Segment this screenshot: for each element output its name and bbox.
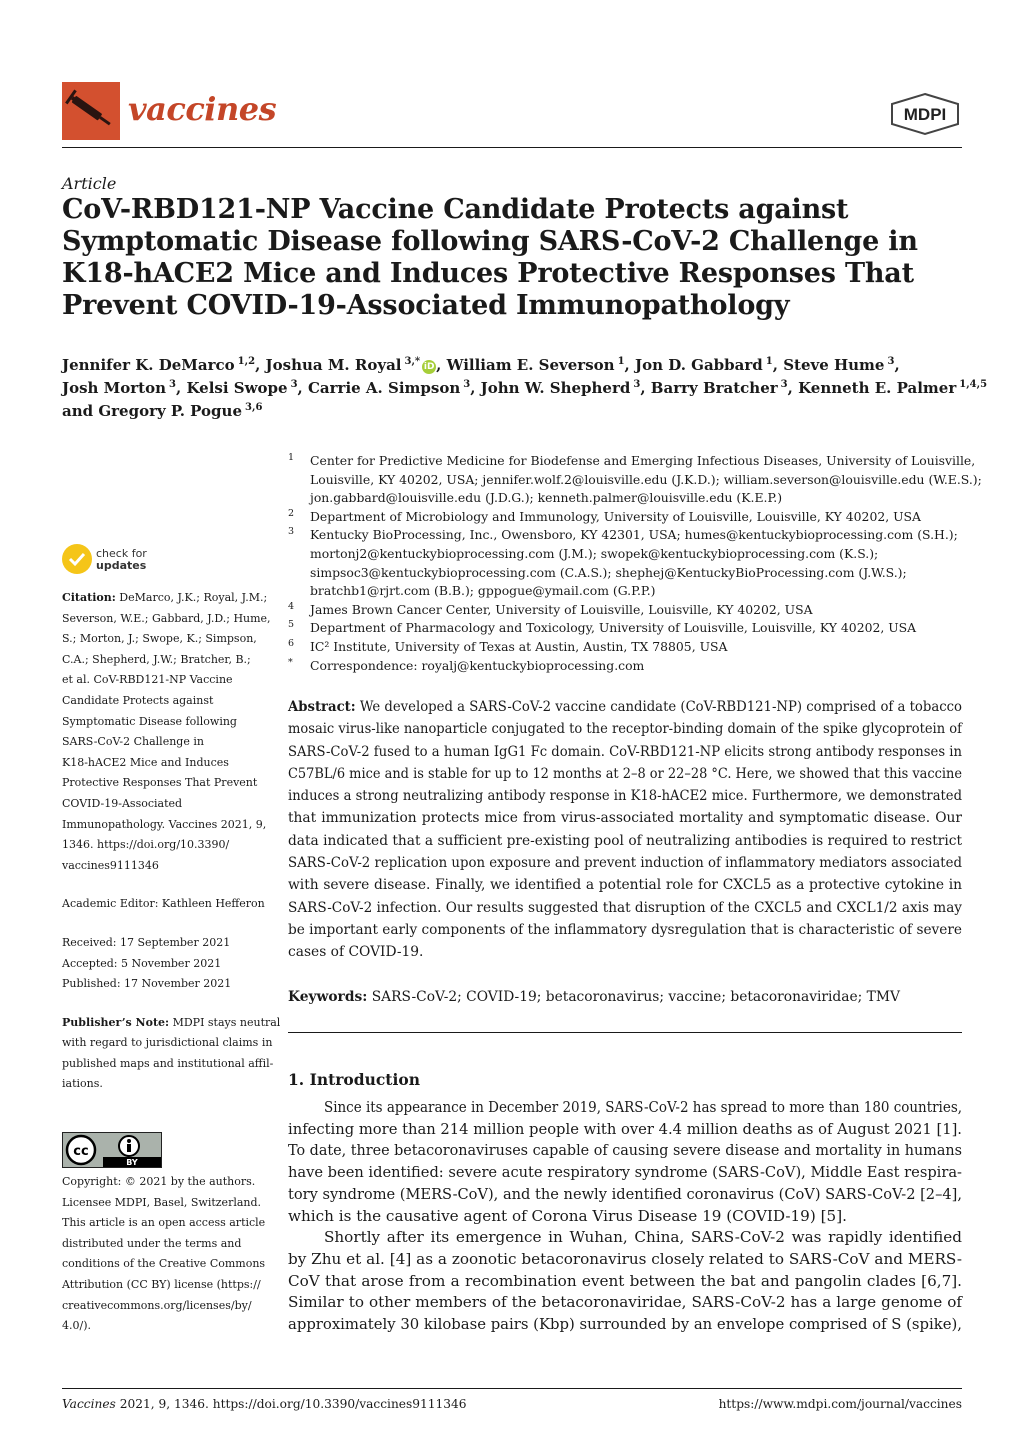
citation-line: COVID-19-Associated — [62, 796, 183, 810]
publication-date: Accepted: 5 November 2021 — [62, 956, 222, 970]
check-for-updates-button[interactable] — [62, 544, 232, 578]
author-affiliation-marker: 1 — [765, 356, 773, 367]
intro-line: Since its appearance in December 2019, SARS-CoV-2 has spread to more than 180 countries, — [324, 1098, 962, 1116]
keywords — [288, 986, 962, 1008]
citation-doi-link[interactable]: 1346. https://doi.org/10.3390/ — [62, 838, 230, 852]
affiliation-item — [288, 508, 964, 527]
copyright-line[interactable]: Attribution (CC BY) license (https:// — [62, 1277, 261, 1291]
publisher-note-line: with regard to jurisdictional claims in — [62, 1036, 273, 1050]
abstract-divider — [288, 1032, 962, 1033]
author-affiliation-marker: 3 — [887, 356, 895, 367]
abstract-line: cases of COVID-19. — [288, 944, 424, 961]
abstract-line: SARS-CoV-2 infection. Our results suggested that disruption of the CXCL5 and CXCL1/2 axis may — [288, 899, 962, 916]
author-name[interactable]: John W. Shepherd — [480, 379, 631, 397]
keywords-text: SARS-CoV-2; COVID-19; betacoronavirus; vaccine; betacoronaviridae; TMV — [367, 989, 900, 1005]
author-name[interactable]: Jon D. Gabbard — [635, 356, 763, 374]
cc-by-icon — [63, 1133, 161, 1167]
author-name[interactable]: Steve Hume — [783, 356, 885, 374]
check-updates-icon — [62, 544, 92, 574]
publisher-note-line: iations. — [62, 1077, 103, 1091]
publication-date: Published: 17 November 2021 — [62, 977, 232, 991]
citation-line: et al. CoV-RBD121-NP Vaccine — [62, 673, 233, 687]
dates-block — [62, 933, 266, 995]
abstract-line: induces a strong neutralizing antibody response in K18-hACE2 mice. Furthermore, we demonstrated — [288, 788, 962, 805]
copyright-line: distributed under the terms and — [62, 1236, 242, 1250]
author-affiliation-marker: 3 — [780, 379, 788, 390]
author-name[interactable]: Barry Bratcher — [650, 379, 778, 397]
author-name[interactable]: Jennifer K. DeMarco — [62, 356, 235, 374]
author-affiliation-marker: 3,* — [404, 356, 421, 367]
publisher-name: MDPI — [903, 105, 947, 124]
footer-journal-url[interactable]: https://www.mdpi.com/journal/vaccines — [718, 1397, 962, 1411]
copyright-line: conditions of the Creative Commons — [62, 1257, 266, 1271]
citation-line: Immunopathology. Vaccines 2021, 9, — [62, 817, 267, 831]
check-updates-line1: check for — [96, 547, 147, 560]
affiliation-item — [288, 619, 964, 638]
abstract-text: We developed a SARS-CoV-2 vaccine candidate (CoV-RBD121-NP) comprised of a tobacco — [355, 699, 963, 715]
abstract-line — [288, 696, 962, 718]
affiliation-number: 3 — [288, 526, 295, 538]
author-name[interactable]: Carrie A. Simpson — [307, 379, 461, 397]
intro-body — [288, 1097, 962, 1336]
academic-editor-text: Academic Editor: Kathleen Hefferon — [62, 897, 265, 911]
author-name[interactable]: and Gregory P. Pogue — [62, 402, 242, 420]
affiliation-number: 2 — [288, 507, 295, 519]
author-name[interactable]: Joshua M. Royal — [265, 356, 402, 374]
article-title — [62, 194, 962, 322]
author-separator: , — [894, 356, 900, 374]
affiliation-line: IC² Institute, University of Texas at Austin, Austin, TX 78805, USA — [310, 638, 728, 654]
footer-journal: Vaccines — [62, 1397, 116, 1411]
affiliation-item — [288, 638, 964, 657]
author-line — [62, 377, 988, 400]
abstract-line: SARS-CoV-2 fused to a human IgG1 Fc domain. CoV-RBD121-NP elicits strong antibody responses in — [288, 743, 962, 760]
affiliation-number: 1 — [288, 452, 295, 463]
affiliation-item — [288, 601, 964, 620]
journal-logo[interactable] — [62, 82, 120, 140]
publisher-note-text: MDPI stays neutral — [169, 1015, 281, 1029]
abstract-line: with severe disease. Finally, we identified a potential role for CXCL5 as a protective cytokine in — [288, 877, 962, 894]
author-affiliation-marker: 3 — [169, 379, 176, 390]
author-separator: , — [640, 379, 651, 397]
affiliation-item — [288, 657, 964, 676]
affiliation-line: Correspondence: royalj@kentuckybioprocessing.com — [310, 657, 645, 673]
abstract-line: C57BL/6 mice and is stable for up to 12 months at 2–8 or 22–28 °C. Here, we showed that this vaccine — [288, 765, 962, 782]
orcid-icon[interactable]: iD — [423, 362, 435, 372]
citation-line: SARS-CoV-2 Challenge in — [62, 735, 204, 749]
publication-date: Received: 17 September 2021 — [62, 935, 231, 949]
citation-text: DeMarco, J.K.; Royal, J.M.; — [115, 591, 268, 604]
affiliation-line: bratchb1@rjrt.com (B.B.); gppogue@ymail.com (G.P.P.) — [310, 583, 656, 599]
author-list — [62, 354, 988, 423]
citation-doi-link[interactable]: vaccines9111346 — [62, 858, 159, 872]
intro-line: approximately 30 kilobase pairs (Kbp) surrounded by an envelope comprised of S (spike), — [288, 1315, 962, 1334]
author-name[interactable]: Josh Morton — [62, 379, 167, 397]
citation-line: Protective Responses That Prevent — [62, 776, 258, 790]
keywords-label: Keywords: — [288, 989, 368, 1005]
affiliation-number: 4 — [288, 600, 295, 612]
author-separator: , — [297, 379, 308, 397]
affiliation-line: simpsoc3@kentuckybioprocessing.com (C.A.S.); shephej@KentuckyBioProcessing.com (J.W.S.); — [310, 564, 907, 580]
author-separator: , — [255, 356, 266, 374]
journal-name[interactable]: vaccines — [128, 90, 277, 128]
copyright-line: This article is an open access article — [62, 1216, 266, 1230]
title-line: CoV-RBD121-NP Vaccine Candidate Protects against — [62, 194, 849, 225]
abstract-label: Abstract: — [288, 699, 356, 715]
syringe-icon — [62, 82, 120, 140]
author-separator: , — [436, 356, 447, 374]
affiliation-line: mortonj2@kentuckybioprocessing.com (J.M.); swopek@kentuckybioprocessing.com (K.S.); — [310, 545, 879, 561]
abstract — [288, 696, 962, 964]
svg-text:cc: cc — [73, 1144, 89, 1159]
affiliation-number: * — [288, 656, 293, 668]
affiliation-line: Department of Pharmacology and Toxicology, University of Louisville, Louisville, KY 40202, USA — [310, 620, 917, 636]
affiliation-line: Center for Predictive Medicine for Biodefense and Emerging Infectious Diseases, University of Louisville, — [310, 453, 976, 468]
author-line — [62, 354, 962, 377]
author-affiliation-marker: 1,2 — [237, 356, 256, 367]
abstract-line: mosaic virus-like nanoparticle conjugated to the receptor-binding domain of the spike glycoprotein of — [288, 721, 962, 738]
publisher-note-line: published maps and institutional affil- — [62, 1056, 274, 1070]
header-divider — [62, 147, 962, 148]
author-affiliation-marker: 3 — [463, 379, 471, 390]
affiliation-line: James Brown Cancer Center, University of Louisville, Louisville, KY 40202, USA — [310, 601, 813, 617]
copyright-line[interactable]: creativecommons.org/licenses/by/ — [62, 1298, 252, 1312]
check-updates-label — [96, 548, 147, 572]
intro-line: tory syndrome (MERS-CoV), and the newly identified coronavirus (CoV) SARS-CoV-2 [2–4], — [288, 1184, 962, 1203]
citation-line: Candidate Protects against — [62, 693, 214, 707]
author-separator: , — [787, 379, 799, 397]
academic-editor — [62, 894, 266, 915]
author-affiliation-marker: 3 — [633, 379, 641, 390]
author-name[interactable]: William E. Severson — [446, 356, 615, 374]
intro-line: by Zhu et al. [4] as a zoonotic betacoronavirus closely related to SARS-CoV and MERS- — [288, 1249, 962, 1268]
copyright-line: Copyright: © 2021 by the authors. — [62, 1175, 256, 1188]
check-updates-line2: updates — [96, 559, 147, 572]
citation-label: Citation: — [62, 591, 116, 604]
citation-line: K18-hACE2 Mice and Induces — [62, 755, 229, 769]
publisher-note-line — [62, 1013, 281, 1034]
author-affiliation-marker: 1,4,5 — [959, 379, 988, 390]
affiliation-line: Kentucky BioProcessing, Inc., Owensboro, KY 42301, USA; humes@kentuckybioprocessing.com (S.H.); — [310, 527, 958, 543]
author-line — [62, 400, 962, 423]
author-separator: , — [624, 356, 635, 374]
intro-line: Similar to other members of the betacoronaviridae, SARS-CoV-2 has a large genome of — [288, 1293, 962, 1312]
citation-block — [62, 588, 271, 876]
affiliation-number: 5 — [288, 619, 295, 631]
copyright-block — [62, 1172, 266, 1337]
intro-line: Shortly after its emergence in Wuhan, China, SARS-CoV-2 was rapidly identified — [324, 1228, 962, 1247]
publisher-note — [62, 1013, 281, 1095]
author-separator: , — [772, 356, 784, 374]
publisher-note-label: Publisher’s Note: — [62, 1015, 170, 1029]
citation-line: Severson, W.E.; Gabbard, J.D.; Hume, — [62, 611, 271, 625]
intro-line: To date, three betacoronaviruses capable of causing severe disease and mortality in humans — [288, 1141, 962, 1160]
affiliations — [288, 452, 982, 675]
abstract-line: data indicated that a sufficient pre-existing pool of neutralizing antibodies is required to restrict — [288, 832, 962, 849]
author-name[interactable]: Kenneth E. Palmer — [798, 379, 957, 397]
author-affiliation-marker: 3,6 — [245, 402, 263, 413]
abstract-line: be important early components of the inflammatory dysregulation that is characteristic of severe — [288, 921, 962, 938]
cc-by-label: BY — [126, 1158, 138, 1167]
citation-line: Symptomatic Disease following — [62, 714, 237, 728]
author-separator: , — [470, 379, 481, 397]
article-type: Article — [62, 174, 117, 193]
intro-line: CoV that arose from a recombination event between the bat and pangolin clades [6,7]. — [288, 1271, 962, 1290]
copyright-line: Licensee MDPI, Basel, Switzerland. — [62, 1195, 262, 1209]
mdpi-logo[interactable] — [888, 92, 962, 136]
sidebar — [62, 588, 281, 1113]
title-line: K18-hACE2 Mice and Induces Protective Responses That — [62, 258, 914, 289]
abstract-line: SARS-CoV-2 replication upon exposure and prevent induction of inflammatory mediators associated — [288, 855, 962, 872]
author-affiliation-marker: 3 — [290, 379, 298, 390]
title-line: Prevent COVID-19-Associated Immunopathology — [62, 290, 790, 321]
cc-by-license-badge[interactable] — [62, 1132, 162, 1168]
title-line: Symptomatic Disease following SARS-CoV-2 Challenge in — [62, 226, 918, 257]
author-separator: , — [176, 379, 187, 397]
affiliation-line: jon.gabbard@louisville.edu (J.D.G.); kenneth.palmer@louisville.edu (K.E.P.) — [310, 490, 783, 506]
citation-line: S.; Morton, J.; Swope, K.; Simpson, — [62, 632, 257, 646]
footer-doi: 2021, 9, 1346. https://doi.org/10.3390/vaccines9111346 — [115, 1397, 467, 1411]
abstract-line: that immunization protects mice from virus-associated mortality and symptomatic disease. Our — [288, 810, 962, 827]
section-heading: 1. Introduction — [288, 1070, 420, 1089]
intro-line: which is the causative agent of Corona Virus Disease 19 (COVID-19) [5]. — [288, 1206, 847, 1225]
intro-line: infecting more than 214 million people with over 4.4 million deaths as of August 2021 [1]. — [288, 1119, 962, 1138]
affiliation-line: Louisville, KY 40202, USA; jennifer.wolf.2@louisville.edu (J.K.D.); william.severson@louisville.edu (W.E.S.); — [310, 471, 982, 487]
affiliation-line: Department of Microbiology and Immunology, University of Louisville, Louisville, KY 40202, USA — [310, 508, 921, 524]
author-name[interactable]: Kelsi Swope — [186, 379, 288, 397]
affiliation-item — [288, 526, 964, 600]
intro-line: have been identified: severe acute respiratory syndrome (SARS-CoV), Middle East respira- — [288, 1163, 962, 1182]
citation-line: C.A.; Shepherd, J.W.; Bratcher, B.; — [62, 652, 251, 666]
citation-line — [62, 588, 266, 609]
affiliation-item — [288, 452, 982, 508]
footer-citation[interactable] — [62, 1397, 467, 1411]
affiliation-number: 6 — [288, 637, 295, 649]
author-affiliation-marker: 1 — [617, 356, 625, 367]
copyright-line[interactable]: 4.0/). — [62, 1319, 91, 1333]
footer-divider — [62, 1388, 962, 1389]
